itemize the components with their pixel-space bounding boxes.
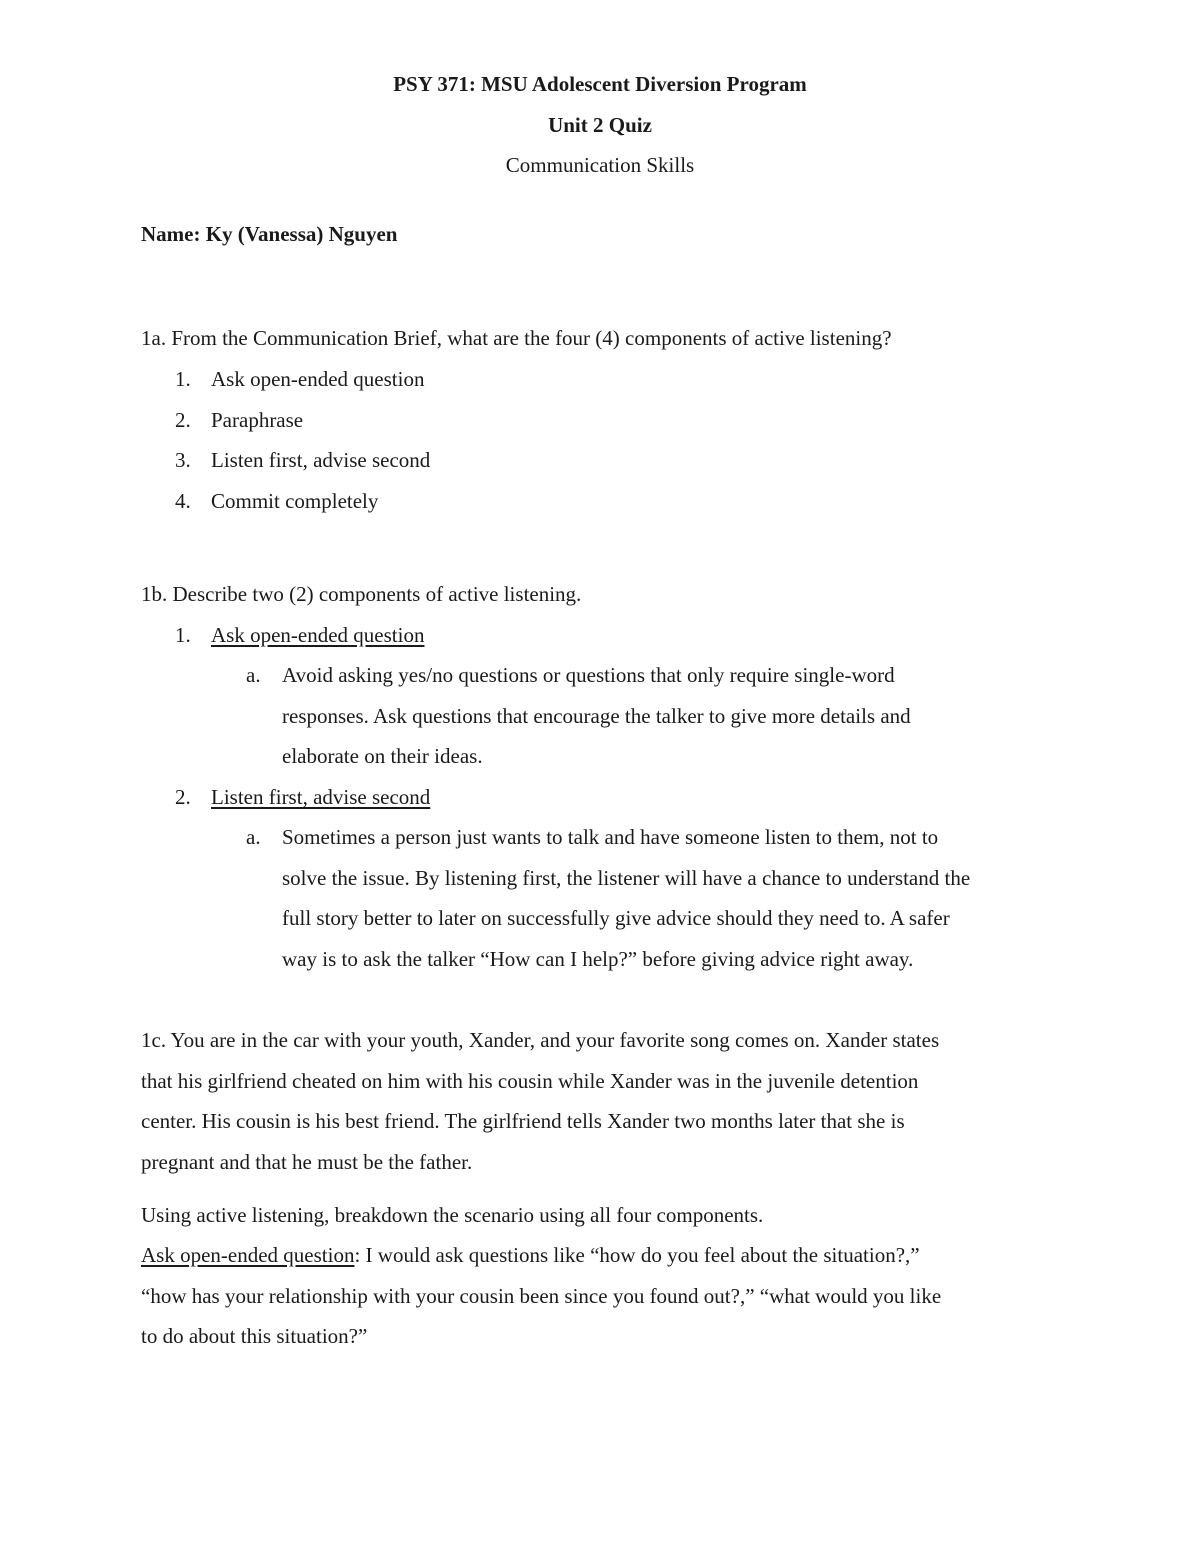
- question-1c-prompt-line: pregnant and that he must be the father.: [141, 1150, 473, 1174]
- q1b-sub-line: Sometimes a person just wants to talk and have someone listen to them, not to: [282, 825, 939, 849]
- q1b-sub-letter: a.: [246, 663, 261, 687]
- q1a-item-text: Commit completely: [211, 489, 379, 513]
- q1b-item-title: Listen first, advise second: [211, 785, 431, 809]
- question-1c-prompt-line: 1c. You are in the car with your youth, Xander, and your favorite song comes on. Xander states: [141, 1028, 940, 1052]
- question-1c-answer-line: “how has your relationship with your cousin been since you found out?,” “what would you like: [141, 1284, 942, 1308]
- q1b-sub-line: responses. Ask questions that encourage the talker to give more details and: [282, 704, 911, 728]
- answer-label: Ask open-ended question: [141, 1243, 355, 1267]
- q1b-sub-line: way is to ask the talker “How can I help?” before giving advice right away.: [282, 947, 914, 971]
- document-topic: Communication Skills: [505, 153, 695, 177]
- q1a-item-text: Paraphrase: [211, 408, 304, 432]
- q1a-item-text: Ask open-ended question: [211, 367, 425, 391]
- q1b-item-number: 2.: [175, 785, 191, 809]
- q1b-sub-line: Avoid asking yes/no questions or questions that only require single-word: [282, 663, 895, 687]
- document-title: PSY 371: MSU Adolescent Diversion Program: [393, 72, 807, 96]
- answer-text: : I would ask questions like “how do you feel about the situation?,”: [354, 1243, 920, 1267]
- q1a-item-number: 3.: [175, 448, 191, 472]
- question-1c-prompt-line: that his girlfriend cheated on him with his cousin while Xander was in the juvenile detention: [141, 1069, 919, 1093]
- q1a-item-number: 4.: [175, 489, 191, 513]
- q1b-item-number: 1.: [175, 623, 191, 647]
- student-name: Name: Ky (Vanessa) Nguyen: [141, 222, 398, 246]
- question-1c-answer-first-line: [141, 1243, 920, 1268]
- q1b-sub-letter: a.: [246, 825, 261, 849]
- question-1c-instruction: Using active listening, breakdown the scenario using all four components.: [141, 1203, 764, 1227]
- question-1c-answer-line: to do about this situation?”: [141, 1324, 368, 1348]
- question-1c-prompt-line: center. His cousin is his best friend. The girlfriend tells Xander two months later that she is: [141, 1109, 905, 1133]
- q1b-sub-line: elaborate on their ideas.: [282, 744, 483, 768]
- question-1a-prompt: 1a. From the Communication Brief, what are the four (4) components of active listening?: [141, 326, 892, 350]
- question-1b-prompt: 1b. Describe two (2) components of active listening.: [141, 582, 582, 606]
- q1a-item-number: 2.: [175, 408, 191, 432]
- q1b-item-title: Ask open-ended question: [211, 623, 425, 647]
- q1a-item-number: 1.: [175, 367, 191, 391]
- q1b-sub-line: full story better to later on successfully give advice should they need to. A safer: [282, 906, 950, 930]
- document-subtitle: Unit 2 Quiz: [548, 113, 652, 137]
- q1a-item-text: Listen first, advise second: [211, 448, 431, 472]
- q1b-sub-line: solve the issue. By listening first, the listener will have a chance to understand the: [282, 866, 971, 890]
